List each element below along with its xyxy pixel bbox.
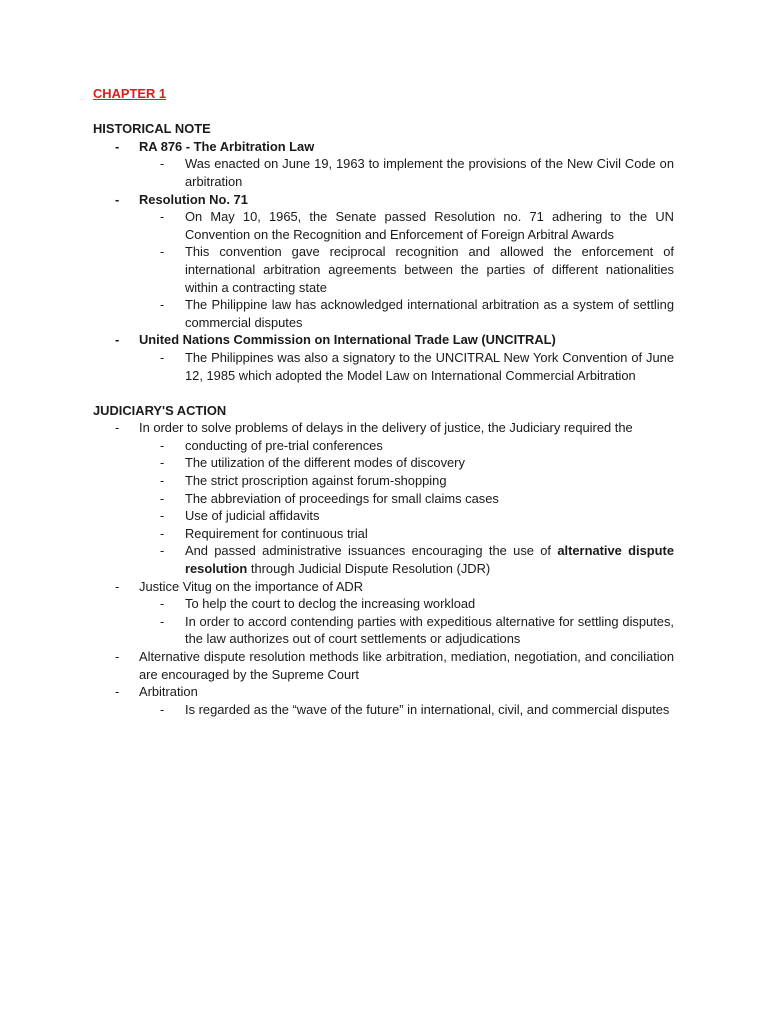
judiciary-action-item-text: Alternative dispute resolution methods like arbitration, mediation, negotiation, and conciliation are encouraged by the Supreme Court: [139, 649, 674, 682]
historical-note-item: [93, 331, 674, 349]
dash-marker: -: [160, 244, 165, 260]
historical-note-subitem-text: Was enacted on June 19, 1963 to implement the provisions of the New Civil Code on arbitration: [185, 156, 674, 189]
dash-marker: -: [160, 209, 165, 225]
dash-marker: -: [115, 578, 120, 594]
dash-marker: -: [160, 543, 165, 559]
dash-marker: -: [160, 490, 165, 506]
judiciary-action-subitem-text: Requirement for continuous trial: [185, 525, 368, 541]
historical-note-item-label: RA 876 - The Arbitration Law: [139, 138, 315, 154]
dash-marker: -: [115, 420, 120, 436]
judiciary-action-subitem: [93, 613, 674, 648]
judiciary-action-subitem: [93, 542, 674, 577]
judiciary-action-subitem-text: The strict proscription against forum-shopping: [185, 473, 447, 489]
historical-note-subitem: [93, 296, 674, 331]
judiciary-action-subitem-text: Is regarded as the “wave of the future” in international, civil, and commercial disputes: [185, 701, 670, 717]
judiciary-action-subitem: [93, 437, 674, 455]
judiciary-action-subitem: [93, 525, 674, 543]
dash-marker: -: [160, 473, 165, 489]
document-page: [93, 85, 674, 718]
historical-note-item-label: Resolution No. 71: [139, 191, 248, 207]
judiciary-action-item-text: Arbitration: [139, 684, 198, 700]
dash-marker: -: [160, 701, 165, 717]
subitem-text-before: And passed administrative issuances encouraging the use of: [185, 543, 558, 559]
judiciary-action-subitem-text: The abbreviation of proceedings for small claims cases: [185, 490, 499, 506]
spacer: [93, 103, 674, 121]
judiciary-action-subitem-text: conducting of pre-trial conferences: [185, 437, 383, 453]
spacer: [93, 384, 674, 402]
dash-marker: -: [160, 596, 165, 612]
bullet-marker: -: [115, 332, 120, 348]
historical-note-item-label: United Nations Commission on International Trade Law (UNCITRAL): [139, 332, 556, 348]
dash-marker: -: [115, 649, 120, 664]
judiciary-action-subitem-text: To help the court to declog the increasing workload: [185, 596, 476, 612]
judiciary-action-item: [93, 578, 674, 596]
historical-note-subitem: [93, 243, 674, 296]
judiciary-action-list: [93, 419, 674, 718]
historical-note-subitem: [93, 208, 674, 243]
historical-note-list: [93, 138, 674, 384]
judiciary-action-subitem: [93, 595, 674, 613]
judiciary-action-subitem: [93, 472, 674, 490]
dash-marker: -: [115, 684, 120, 700]
subitem-bold-text: alternative dispute resolution: [185, 543, 674, 577]
historical-note-item: [93, 191, 674, 209]
judiciary-action-subitem-text: Use of judicial affidavits: [185, 508, 320, 524]
dash-marker: -: [160, 437, 165, 453]
historical-note-subitem-text: This convention gave reciprocal recognition and allowed the enforcement of international arbitration agreements between the parties of different nationalities within a contracting state: [185, 244, 674, 295]
historical-note-subitem-text: On May 10, 1965, the Senate passed Resolution no. 71 adhering to the UN Convention on the Recognition and Enforcement of Foreign Arbitral Awards: [185, 209, 674, 242]
dash-marker: -: [160, 455, 165, 471]
dash-marker: -: [160, 297, 165, 313]
dash-marker: -: [160, 613, 165, 629]
dash-marker: -: [160, 156, 165, 172]
judiciary-action-subitem-text: The utilization of the different modes of discovery: [185, 455, 465, 471]
judiciary-action-item: [93, 683, 674, 701]
historical-note-subitem-text: The Philippine law has acknowledged international arbitration as a system of settling commercial disputes: [185, 297, 674, 330]
judiciary-action-item: [93, 648, 674, 683]
bullet-marker: -: [115, 191, 120, 207]
historical-note-heading: HISTORICAL NOTE: [93, 121, 211, 137]
historical-note-item: [93, 138, 674, 156]
judiciary-action-subitem: [93, 490, 674, 508]
judiciary-action-item: [93, 419, 674, 437]
judiciary-action-item-text: Justice Vitug on the importance of ADR: [139, 578, 364, 594]
dash-marker: -: [160, 349, 165, 365]
bullet-marker: -: [115, 138, 120, 154]
historical-note-subitem: [93, 155, 674, 190]
subitem-text-after: through Judicial Dispute Resolution (JDR): [247, 561, 491, 577]
judiciary-action-subitem: [93, 454, 674, 472]
chapter-title: CHAPTER 1: [93, 86, 167, 101]
judiciary-action-item-text: In order to solve problems of delays in the delivery of justice, the Judiciary required the: [139, 420, 633, 436]
judiciary-action-heading: JUDICIARY'S ACTION: [93, 402, 227, 418]
dash-marker: -: [160, 525, 165, 541]
judiciary-action-subitem: [93, 507, 674, 525]
judiciary-action-subitem: [93, 701, 674, 719]
judiciary-action-subitem-text: In order to accord contending parties with expeditious alternative for settling disputes, the law authorizes out of court settlements or adjudications: [185, 613, 674, 647]
historical-note-subitem-text: The Philippines was also a signatory to the UNCITRAL New York Convention of June 12, 1985 which adopted the Model Law on International Commercial Arbitration: [185, 349, 674, 383]
dash-marker: -: [160, 508, 165, 524]
historical-note-subitem: [93, 349, 674, 384]
